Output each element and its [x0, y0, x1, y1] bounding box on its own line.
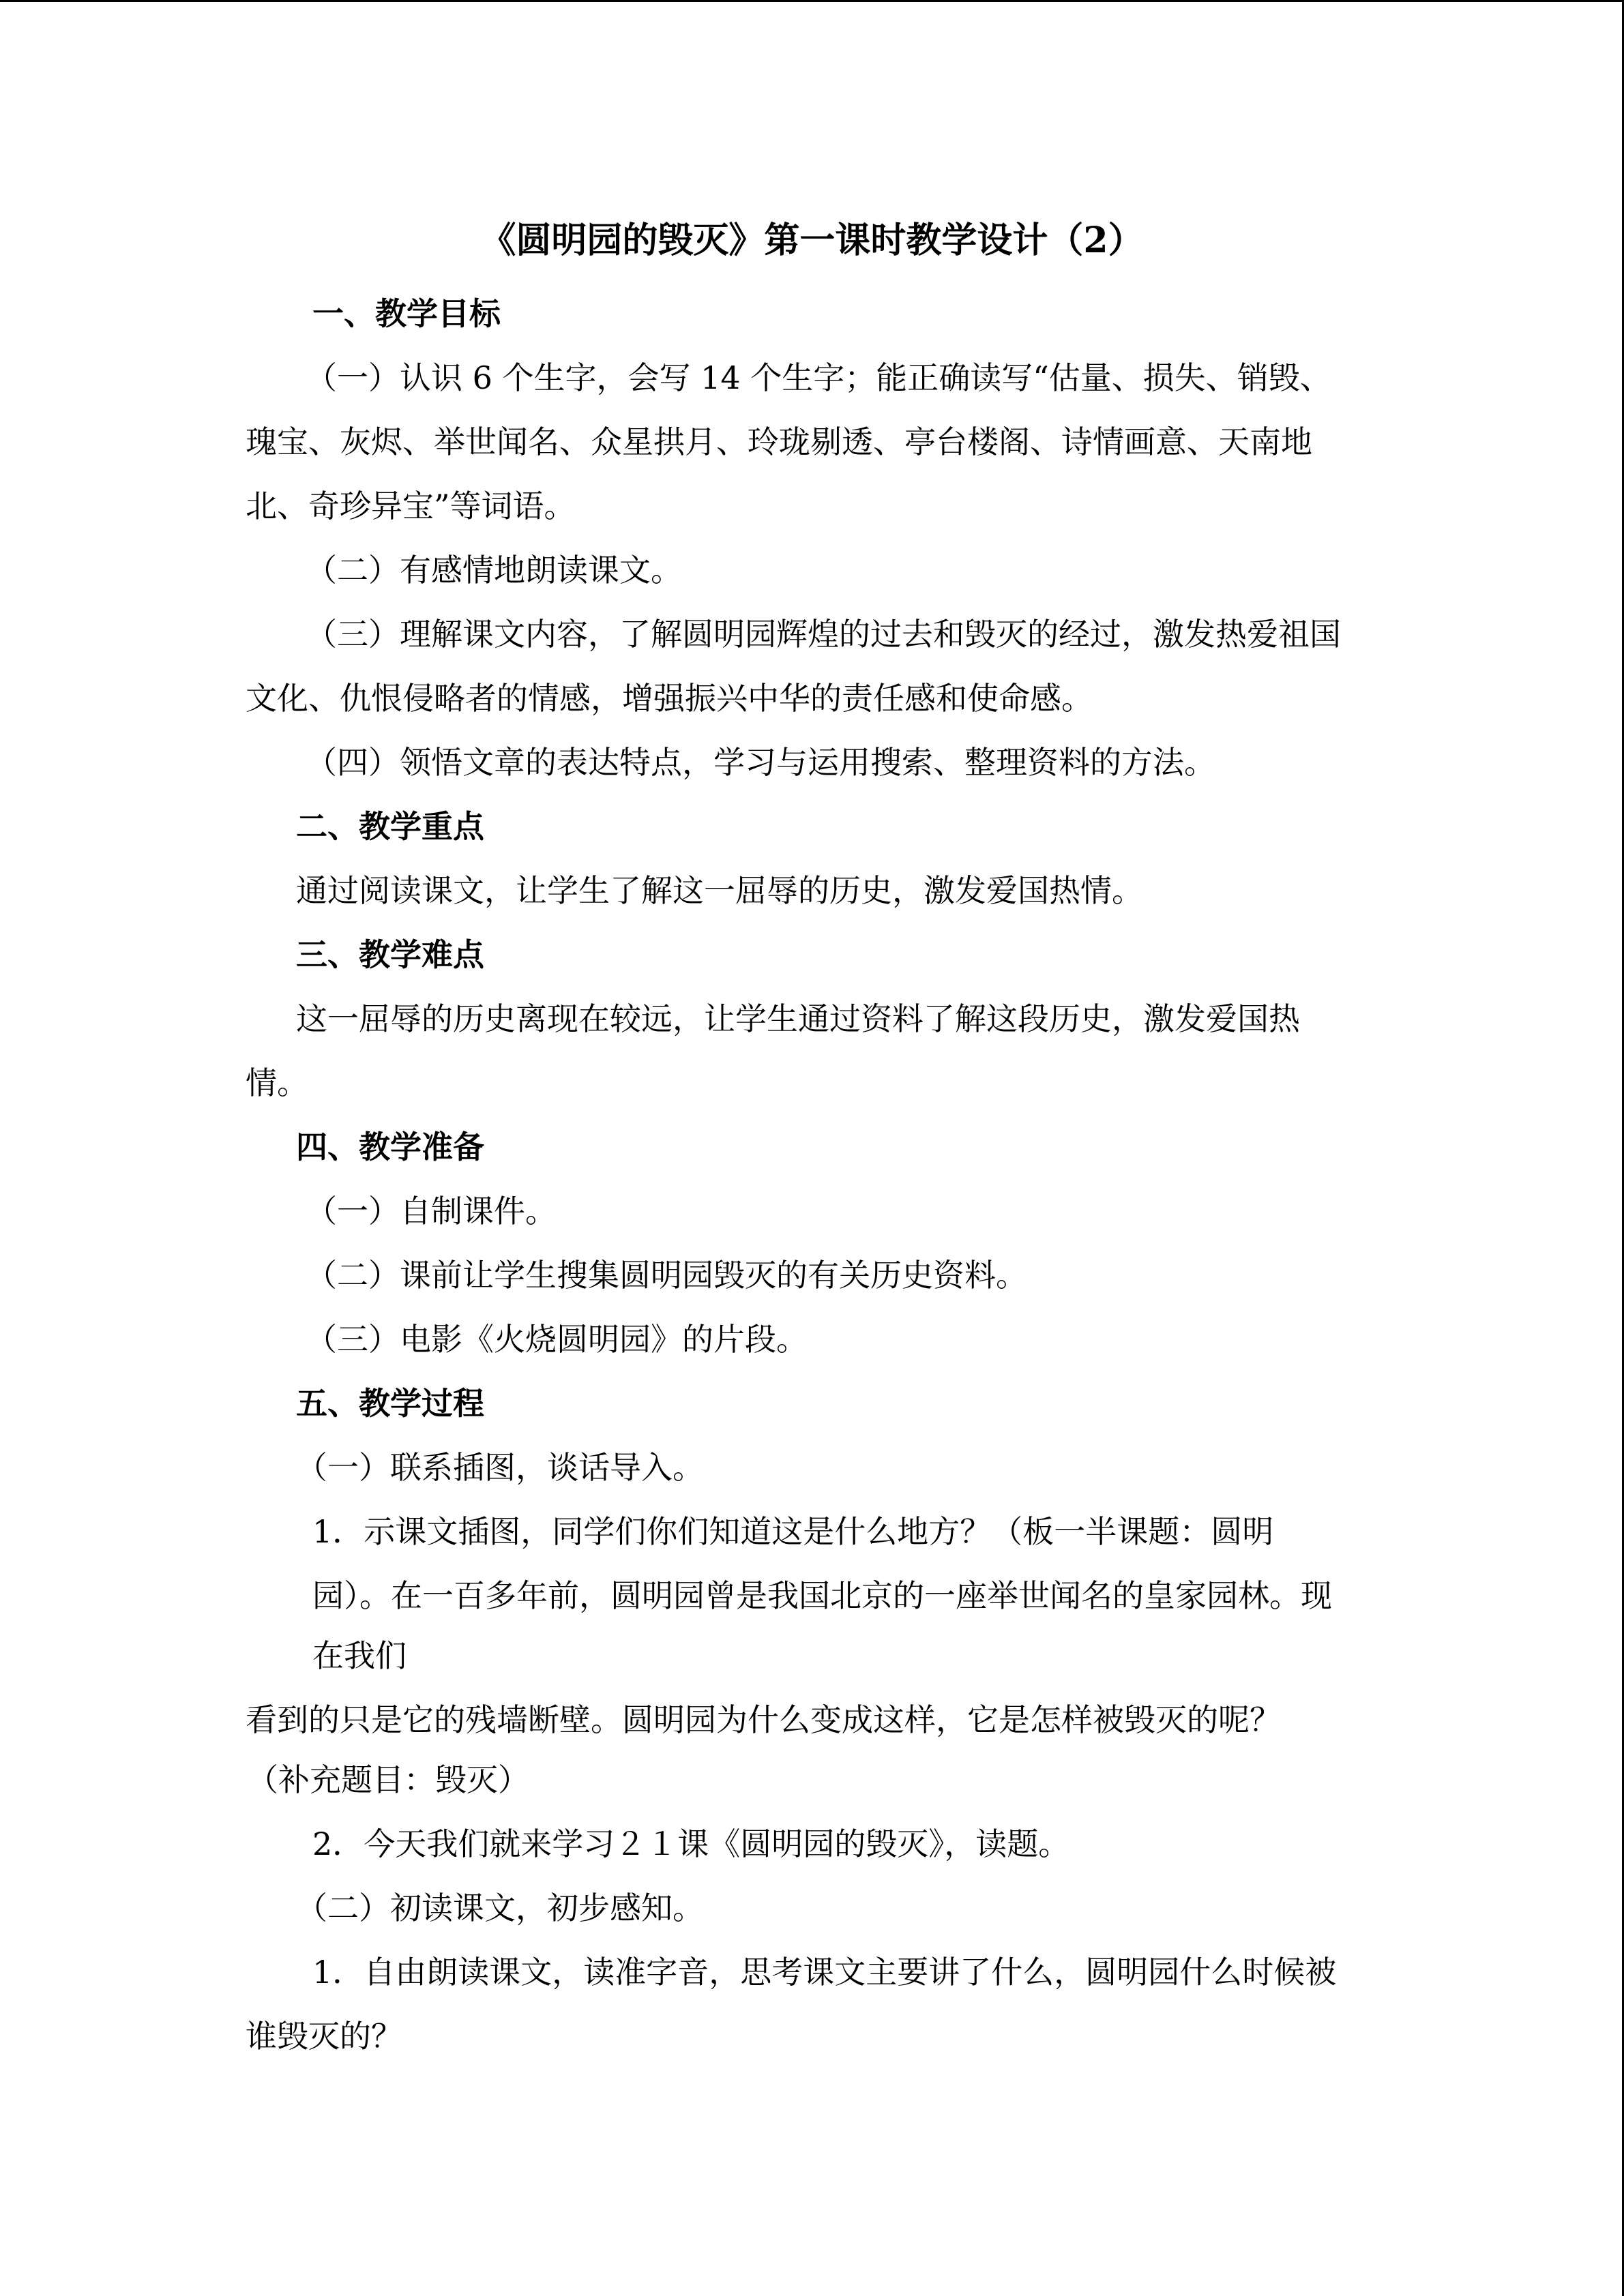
- document-title: 《圆明园的毁灭》第一课时教学设计（2）: [480, 220, 1144, 261]
- goal-line-5: （三）理解课文内容，了解圆明园辉煌的过去和毁灭的经过，激发热爱祖国: [306, 616, 1341, 653]
- process-line-6: （补充题目：毁灭）: [247, 1761, 529, 1798]
- heading-difficulties: 三、教学难点: [296, 936, 484, 973]
- goal-line-2: 瑰宝、灰烬、举世闻名、众星拱月、玲珑剔透、亭台楼阁、诗情画意、天南地: [246, 423, 1312, 460]
- heading-process: 五、教学过程: [296, 1385, 484, 1422]
- heading-goals: 一、教学目标: [312, 295, 501, 332]
- process-line-7: 2．今天我们就来学习２１课《圆明园的毁灭》，读题。: [312, 1825, 1070, 1862]
- difficulties-line-1: 这一屈辱的历史离现在较远，让学生通过资料了解这段历史，激发爱国热: [296, 1000, 1300, 1037]
- heading-preparation: 四、教学准备: [296, 1129, 484, 1165]
- process-line-3: 园）。在一百多年前，圆明园曾是我国北京的一座举世闻名的皇家园林。现: [312, 1577, 1332, 1614]
- process-line-1: （一）联系插图，谈话导入。: [296, 1449, 704, 1486]
- preparation-line-3: （三）电影《火烧圆明园》的片段。: [306, 1321, 808, 1358]
- process-line-5: 看到的只是它的残墙断壁。圆明园为什么变成这样，它是怎样被毁灭的呢？: [246, 1701, 1281, 1738]
- key-points-text: 通过阅读课文，让学生了解这一屈辱的历史，激发爱国热情。: [296, 872, 1143, 909]
- process-line-4: 在我们: [312, 1637, 407, 1674]
- preparation-line-2: （二）课前让学生搜集圆明园毁灭的有关历史资料。: [306, 1257, 1027, 1294]
- goal-line-4: （二）有感情地朗读课文。: [306, 552, 682, 588]
- goal-line-6: 文化、仇恨侵略者的情感，增强振兴中华的责任感和使命感。: [246, 680, 1093, 717]
- page-border-top: [0, 0, 1624, 2]
- process-line-10: 谁毁灭的？: [246, 2018, 402, 2055]
- difficulties-line-2: 情。: [246, 1064, 308, 1101]
- preparation-line-1: （一）自制课件。: [306, 1193, 557, 1229]
- goal-line-1: （一）认识 6 个生字，会写 14 个生字；能正确读写“估量、损失、销毁、: [306, 359, 1331, 396]
- process-line-8: （二）初读课文，初步感知。: [296, 1890, 704, 1926]
- goal-line-3: 北、奇珍异宝”等词语。: [246, 488, 576, 524]
- goal-line-7: （四）领悟文章的表达特点，学习与运用搜索、整理资料的方法。: [306, 744, 1215, 781]
- process-line-9: 1．自由朗读课文，读准字音，思考课文主要讲了什么，圆明园什么时候被: [312, 1954, 1337, 1991]
- heading-key-points: 二、教学重点: [296, 808, 484, 845]
- process-line-2: 1．示课文插图，同学们你们知道这是什么地方？（板一半课题：圆明: [312, 1513, 1274, 1550]
